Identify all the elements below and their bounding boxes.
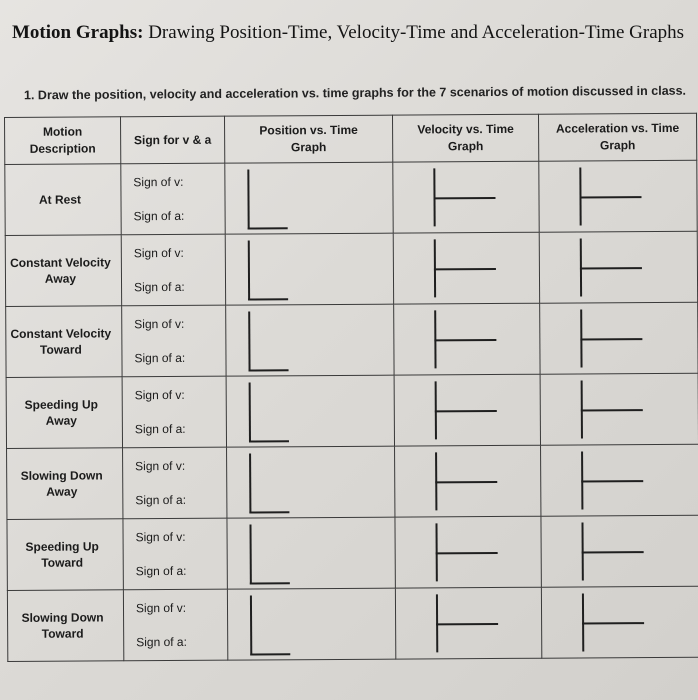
motion-description: Constant Velocity Away <box>5 235 121 307</box>
velocity-graph-cell[interactable] <box>393 232 539 304</box>
position-time-axes <box>248 240 288 300</box>
sign-cell[interactable] <box>121 234 225 306</box>
table-row <box>7 515 698 590</box>
motion-description: Slowing Down Away <box>7 448 123 520</box>
velocity-graph-cell[interactable] <box>395 516 541 588</box>
sign-of-v-label: Sign of v: <box>134 316 185 332</box>
sign-of-a-label: Sign of a: <box>133 208 185 224</box>
header-motion-description: Motion Description <box>5 117 121 165</box>
position-time-axes <box>248 311 288 371</box>
acceleration-time-axes <box>582 593 644 651</box>
sign-cell[interactable] <box>123 589 227 661</box>
sign-of-a-label: Sign of a: <box>135 492 187 508</box>
velocity-time-axes <box>435 381 497 439</box>
sign-of-v-label: Sign of v: <box>134 387 185 403</box>
sign-of-a-label: Sign of a: <box>134 350 186 366</box>
acceleration-graph-cell[interactable] <box>539 160 697 232</box>
table-header-row <box>5 113 697 164</box>
velocity-graph-cell[interactable] <box>394 303 540 375</box>
acceleration-time-axes <box>580 238 642 296</box>
table-row <box>6 302 698 377</box>
position-graph-cell[interactable] <box>227 517 395 589</box>
header-velocity-graph: Velocity vs. Time Graph <box>392 114 538 162</box>
position-time-axes <box>249 453 289 513</box>
position-time-axes <box>250 595 290 655</box>
motion-description: Slowing Down Toward <box>7 590 123 662</box>
position-time-axes <box>247 169 287 229</box>
velocity-graph-cell[interactable] <box>394 374 540 446</box>
velocity-time-axes <box>434 310 496 368</box>
position-graph-cell[interactable] <box>226 375 394 447</box>
velocity-time-axes <box>436 594 498 652</box>
sign-of-v-label: Sign of v: <box>133 174 184 190</box>
motion-description: At Rest <box>5 164 121 236</box>
title-rest: Drawing Position-Time, Velocity-Time and Acceleration-Time Graphs <box>143 22 685 43</box>
table-row <box>7 444 698 519</box>
sign-of-a-label: Sign of a: <box>135 563 187 579</box>
sign-of-v-label: Sign of v: <box>135 529 186 545</box>
position-graph-cell[interactable] <box>227 446 395 518</box>
sign-cell[interactable] <box>122 376 226 448</box>
sign-of-v-label: Sign of v: <box>133 245 184 261</box>
position-graph-cell[interactable] <box>225 162 393 234</box>
position-graph-cell[interactable] <box>226 304 394 376</box>
velocity-graph-cell[interactable] <box>395 445 541 517</box>
position-graph-cell[interactable] <box>225 233 393 305</box>
sign-of-a-label: Sign of a: <box>134 421 186 437</box>
sign-of-a-label: Sign of a: <box>133 279 185 295</box>
sign-of-v-label: Sign of v: <box>135 458 186 474</box>
table-row <box>6 373 698 448</box>
motion-description: Speeding Up Toward <box>7 519 123 591</box>
acceleration-graph-cell[interactable] <box>541 515 698 587</box>
motion-description: Constant Velocity Toward <box>6 306 122 378</box>
velocity-time-axes <box>435 452 497 510</box>
table-row <box>5 160 697 235</box>
acceleration-time-axes <box>581 522 643 580</box>
sign-cell[interactable] <box>123 447 227 519</box>
acceleration-time-axes <box>581 451 643 509</box>
header-acceleration-graph: Acceleration vs. Time Graph <box>538 113 696 161</box>
acceleration-graph-cell[interactable] <box>540 302 698 374</box>
sign-cell[interactable] <box>122 305 226 377</box>
velocity-time-axes <box>435 523 497 581</box>
sign-of-v-label: Sign of v: <box>135 600 187 616</box>
position-graph-cell[interactable] <box>227 588 395 660</box>
header-sign: Sign for v & a <box>121 116 225 164</box>
acceleration-time-axes <box>580 309 642 367</box>
sign-of-a-label: Sign of a: <box>136 634 187 650</box>
motion-graphs-table <box>4 113 698 662</box>
table-row <box>5 231 697 306</box>
header-position-graph: Position vs. Time Graph <box>224 115 392 163</box>
acceleration-time-axes <box>581 380 643 438</box>
title-bold: Motion Graphs: <box>12 22 144 43</box>
position-time-axes <box>249 524 289 584</box>
motion-description: Speeding Up Away <box>6 377 122 449</box>
acceleration-graph-cell[interactable] <box>540 373 698 445</box>
acceleration-graph-cell[interactable] <box>541 586 698 658</box>
instruction-text: 1. Draw the position, velocity and acceleration vs. time graphs for the 7 scenarios of motion discussed in class. <box>23 83 687 103</box>
sign-cell[interactable] <box>123 518 227 590</box>
velocity-time-axes <box>433 168 495 226</box>
table-row <box>7 586 698 661</box>
page-title <box>12 22 684 44</box>
acceleration-graph-cell[interactable] <box>541 444 698 516</box>
velocity-graph-cell[interactable] <box>395 587 541 659</box>
sign-cell[interactable] <box>121 163 225 235</box>
acceleration-time-axes <box>579 167 641 225</box>
velocity-graph-cell[interactable] <box>393 161 539 233</box>
velocity-time-axes <box>434 239 496 297</box>
acceleration-graph-cell[interactable] <box>539 231 697 303</box>
position-time-axes <box>249 382 289 442</box>
